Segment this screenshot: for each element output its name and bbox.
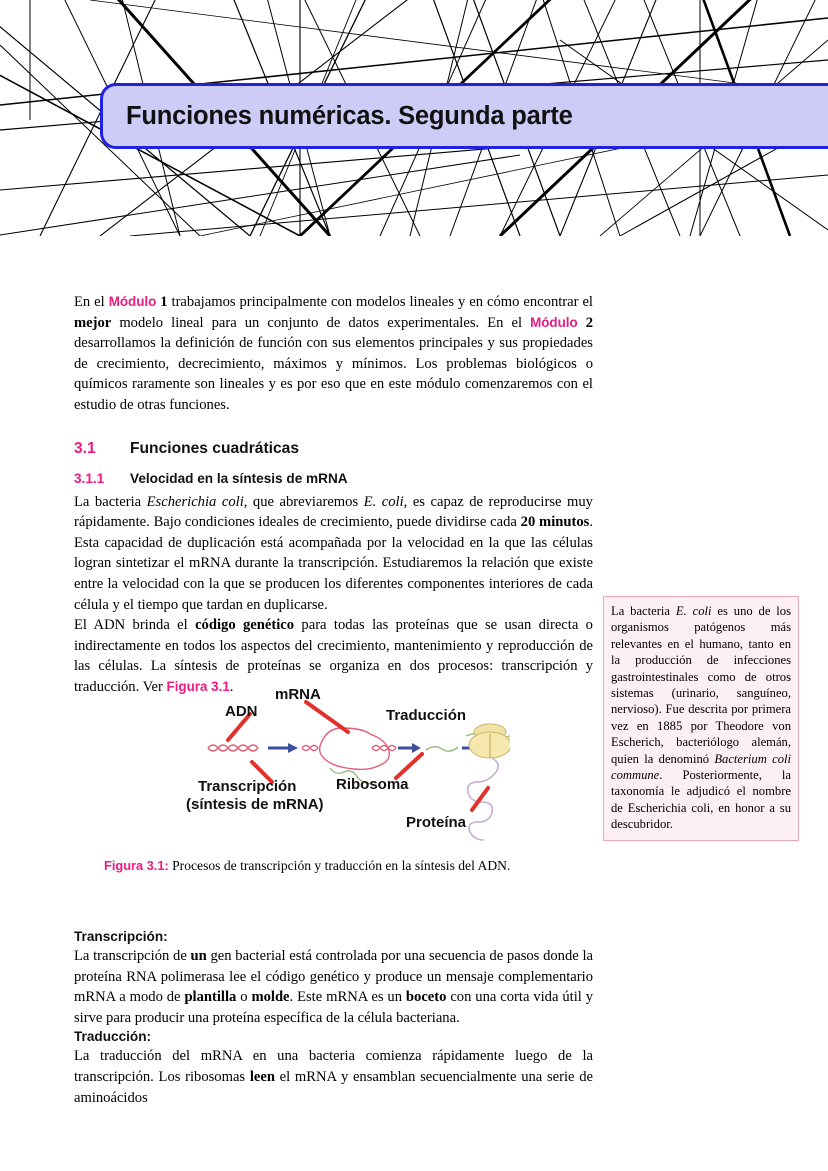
subsection-number: 3.1.1 bbox=[74, 470, 105, 486]
modulo-ref-2: Módulo bbox=[530, 314, 578, 330]
main-content bbox=[74, 292, 593, 698]
transcripcion-emphasis-molde: molde bbox=[251, 989, 290, 1006]
arrow-1 bbox=[268, 743, 298, 753]
bacteria-text-3: , es capaz de reproducirse muy rápidamente. Bajo condiciones ideales de crecimiento, puede dividirse cada bbox=[74, 493, 593, 531]
figure-caption-text: Procesos de transcripción y traducción en la síntesis del ADN. bbox=[168, 858, 511, 873]
bacteria-text-4: . Esta capacidad de duplicación está acompañada por la velocidad en la que las células logran sintetizar el mRNA durante la transcripción. Estudiaremos la relación que existe entre la velocidad con la que se producen los diferentes componentes interiores de cada célula y el tiempo que tardan en duplicarse. bbox=[74, 514, 593, 613]
traduccion-text-1: La traducción del mRNA en una bacteria comienza rápidamente luego de la transcripción. Los ribosomas bbox=[74, 1048, 593, 1085]
transcripcion-emphasis-un: un bbox=[190, 948, 207, 964]
figure-label-adn: ADN bbox=[225, 703, 258, 720]
transcripcion-text-1: La transcripción de bbox=[74, 948, 191, 964]
pointer-proteina bbox=[472, 788, 488, 810]
species-name-abbrev: E. coli bbox=[363, 493, 404, 510]
intro-text-2: trabajamos principalmente con modelos lineales y en cómo encontrar el bbox=[167, 294, 593, 310]
sidenote-box bbox=[603, 596, 799, 841]
bacteria-text-2: , que abreviaremos bbox=[243, 493, 364, 510]
traduccion-text-2: el mRNA y ensamblan secuencialmente una serie de aminoácidos bbox=[74, 1069, 593, 1106]
transcripcion-text-4: . Este mRNA es un bbox=[289, 989, 406, 1006]
section-title: Funciones cuadráticas bbox=[130, 439, 299, 457]
section-heading bbox=[74, 440, 593, 458]
intro-text-1: En el bbox=[74, 294, 109, 310]
sidenote-species-1: E. coli bbox=[675, 604, 712, 618]
bacteria-text-1: La bacteria bbox=[74, 493, 147, 510]
figure-reference-link[interactable]: Figura 3.1 bbox=[166, 678, 230, 694]
sidenote-text-1: La bacteria bbox=[611, 604, 676, 618]
pointer-mrna bbox=[306, 702, 348, 732]
figure-label-traduccion: Traducción bbox=[386, 707, 467, 724]
adn-text-3: . bbox=[229, 678, 234, 695]
species-name-full: Escherichia coli bbox=[146, 493, 244, 510]
subsection-title: Velocidad en la síntesis de mRNA bbox=[130, 470, 348, 486]
transcripcion-text-2: gen bacterial está controlada por una secuencia de pasos donde la proteína RNA polimerasa lee el código genético y produce un mensaje complementario mRNA a modo de bbox=[74, 948, 594, 1006]
intro-text-4: desarrollamos la definición de función con sus elementos principales y sus propiedades de crecimiento, decrecimiento, máximos y mínimos. Los problemas biológicos o químicos raramente son lineales y es por eso que en este módulo comenzaremos con el estudio de otras funciones. bbox=[74, 335, 593, 413]
traduccion-emphasis-leen: leen bbox=[249, 1069, 275, 1085]
adn-text-2: para todas las proteínas que se usan directa o indirectamente en todos los aspectos del crecimiento, mantenimiento y reproducción de las células. La síntesis de proteínas se organiza en dos procesos: transcripción y traducción. Ver bbox=[74, 617, 593, 695]
page-title-banner bbox=[100, 83, 828, 149]
transcripcion-text-3: o bbox=[236, 989, 252, 1006]
figure-label-ribosoma: Ribosoma bbox=[336, 776, 409, 793]
transcripcion-emphasis-plantilla: plantilla bbox=[184, 989, 237, 1006]
sidenote-text-3: . Posteriormente, la taxonomía le adjudicó el nombre de Escherichia coli, en honor a su descubridor. bbox=[611, 768, 791, 832]
figure-caption bbox=[104, 857, 574, 875]
transcripcion-heading: Transcripción: bbox=[74, 929, 168, 944]
division-time-emphasis: 20 minutos bbox=[520, 514, 590, 531]
sidenote-species-2: Bacterium coli commune bbox=[611, 751, 791, 783]
ribosome-shape bbox=[469, 724, 510, 758]
modulo-ref-1: Módulo bbox=[108, 294, 157, 309]
codigo-genetico-emphasis: código genético bbox=[195, 617, 295, 634]
figure-label-mrna: mRNA bbox=[275, 686, 321, 703]
sidenote-text bbox=[611, 603, 791, 833]
pointer-ribosoma bbox=[396, 754, 422, 778]
transcripcion-text-5: con una corta vida útil y sirve para producir una proteína específica de la célula bacteriana. bbox=[74, 989, 593, 1026]
section-traduccion bbox=[74, 1012, 593, 1109]
figure-transcription-translation bbox=[186, 686, 510, 848]
intro-text-3: modelo lineal para un conjunto de datos experimentales. En el bbox=[111, 314, 531, 331]
traduccion-paragraph bbox=[74, 1046, 593, 1109]
figure-label-proteina: Proteína bbox=[406, 814, 467, 831]
paragraph-bacteria bbox=[74, 492, 593, 616]
transcripcion-emphasis-boceto: boceto bbox=[405, 989, 447, 1006]
section-transcripcion bbox=[74, 912, 593, 1028]
sidenote-text-2: es uno de los organismos patógenos más relevantes en el humano, tanto en la producción de infecciones gastrointestinales como de otros sistemas (urinario, sanguíneo, nervioso). Fue descrita por primera vez en 1885 por Theodore von Escherich, bacteriólogo alemán, quien la denominó bbox=[611, 604, 792, 766]
traduccion-heading: Traducción: bbox=[74, 1029, 152, 1044]
intro-emphasis-mejor: mejor bbox=[74, 314, 112, 331]
modulo-num-1: 1 bbox=[156, 294, 168, 310]
figure-caption-label: Figura 3.1: bbox=[104, 858, 169, 873]
adn-text-1: El ADN brinda el bbox=[74, 617, 196, 634]
section-number: 3.1 bbox=[74, 439, 96, 457]
figure-label-transcripcion-sub: (síntesis de mRNA) bbox=[186, 796, 324, 813]
subsection-heading bbox=[74, 471, 593, 486]
figure-label-transcripcion: Transcripción bbox=[198, 778, 297, 795]
page-title: Funciones numéricas. Segunda parte bbox=[126, 101, 573, 130]
paragraph-adn bbox=[74, 615, 593, 697]
modulo-num-2: 2 bbox=[577, 314, 593, 331]
intro-paragraph bbox=[74, 292, 593, 416]
arrow-2 bbox=[398, 743, 421, 753]
